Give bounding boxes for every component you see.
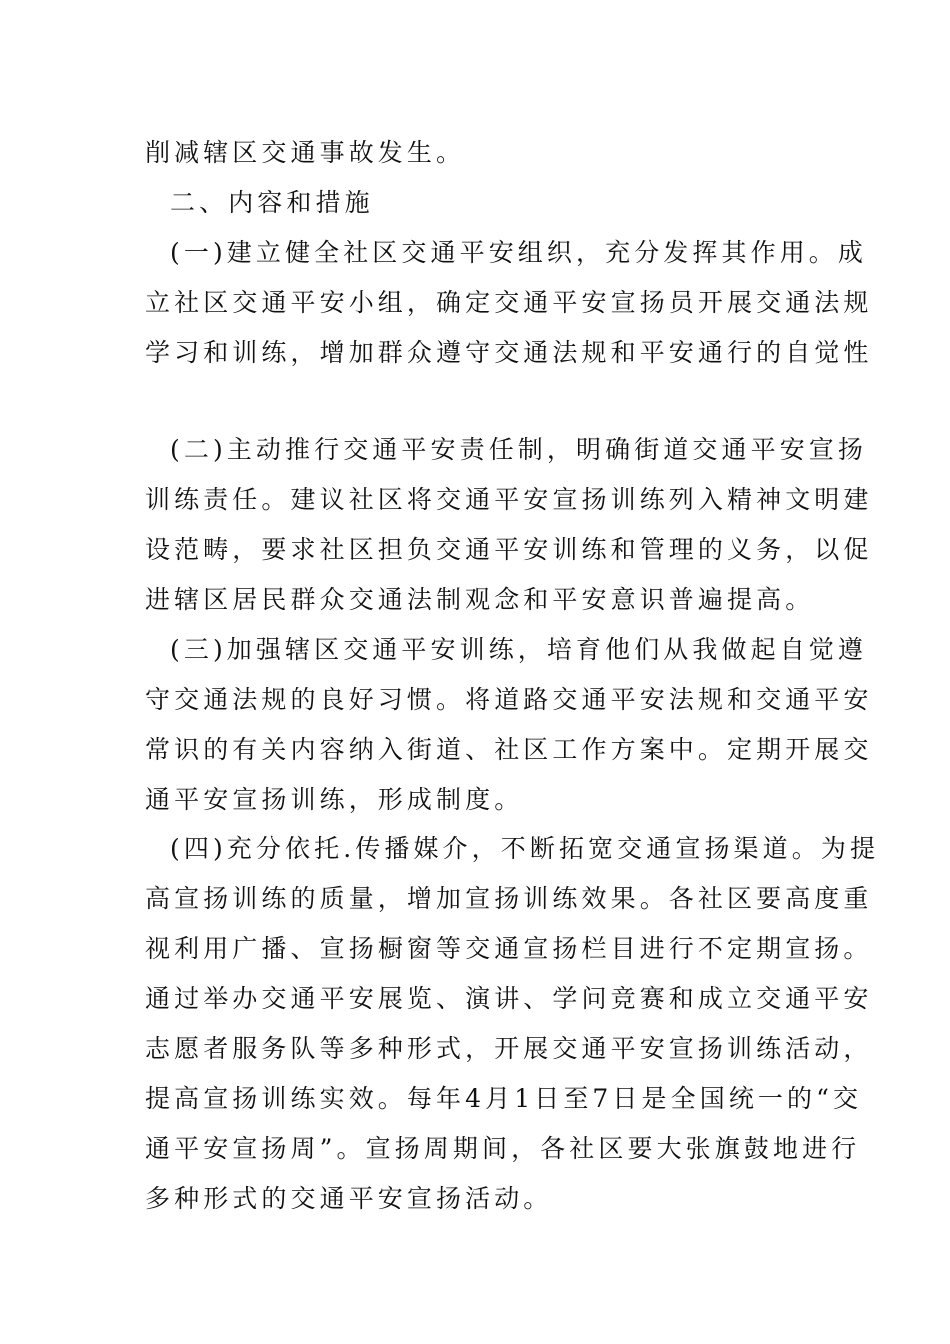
text-line: 高宣扬训练的质量，增加宣扬训练效果。各社区要高度重 (145, 884, 873, 913)
text-line: 学习和训练，增加群众遵守交通法规和平安通行的自觉性 (145, 338, 873, 367)
text-line: 训练责任。建议社区将交通平安宣扬训练列入精神文明建 (145, 485, 873, 514)
text-line: 常识的有关内容纳入街道、社区工作方案中。定期开展交 (145, 735, 873, 764)
text-line: 提高宣扬训练实效。每年4月1日至7日是全国统一的“交 (145, 1084, 863, 1113)
text-line: 立社区交通平安小组，确定交通平安宣扬员开展交通法规 (145, 288, 873, 317)
text-line: (三)加强辖区交通平安训练，培育他们从我做起自觉遵 (170, 635, 868, 664)
text-line: 视利用广播、宣扬橱窗等交通宣扬栏目进行不定期宣扬。 (145, 934, 873, 963)
text-line: 多种形式的交通平安宣扬活动。 (145, 1184, 553, 1213)
text-line: 削减辖区交通事故发生。 (145, 138, 466, 167)
text-line: (一)建立健全社区交通平安组织，充分发挥其作用。成 (170, 238, 868, 267)
text-line: 通平安宣扬周”。宣扬周期间，各社区要大张旗鼓地进行 (145, 1134, 861, 1163)
text-line: 志愿者服务队等多种形式，开展交通平安宣扬训练活动， (145, 1034, 873, 1063)
text-line: (四)充分依托.传播媒介，不断拓宽交通宣扬渠道。为提 (170, 834, 880, 863)
text-line: 设范畴，要求社区担负交通平安训练和管理的义务，以促 (145, 535, 873, 564)
text-line: 进辖区居民群众交通法制观念和平安意识普遍提高。 (145, 585, 815, 614)
text-line: 通平安宣扬训练，形成制度。 (145, 785, 524, 814)
text-line: 守交通法规的良好习惯。将道路交通平安法规和交通平安 (145, 685, 873, 714)
text-line: 通过举办交通平安展览、演讲、学问竞赛和成立交通平安 (145, 984, 873, 1013)
text-line: (二)主动推行交通平安责任制，明确街道交通平安宣扬 (170, 435, 868, 464)
section-heading: 二、内容和措施 (170, 188, 374, 217)
